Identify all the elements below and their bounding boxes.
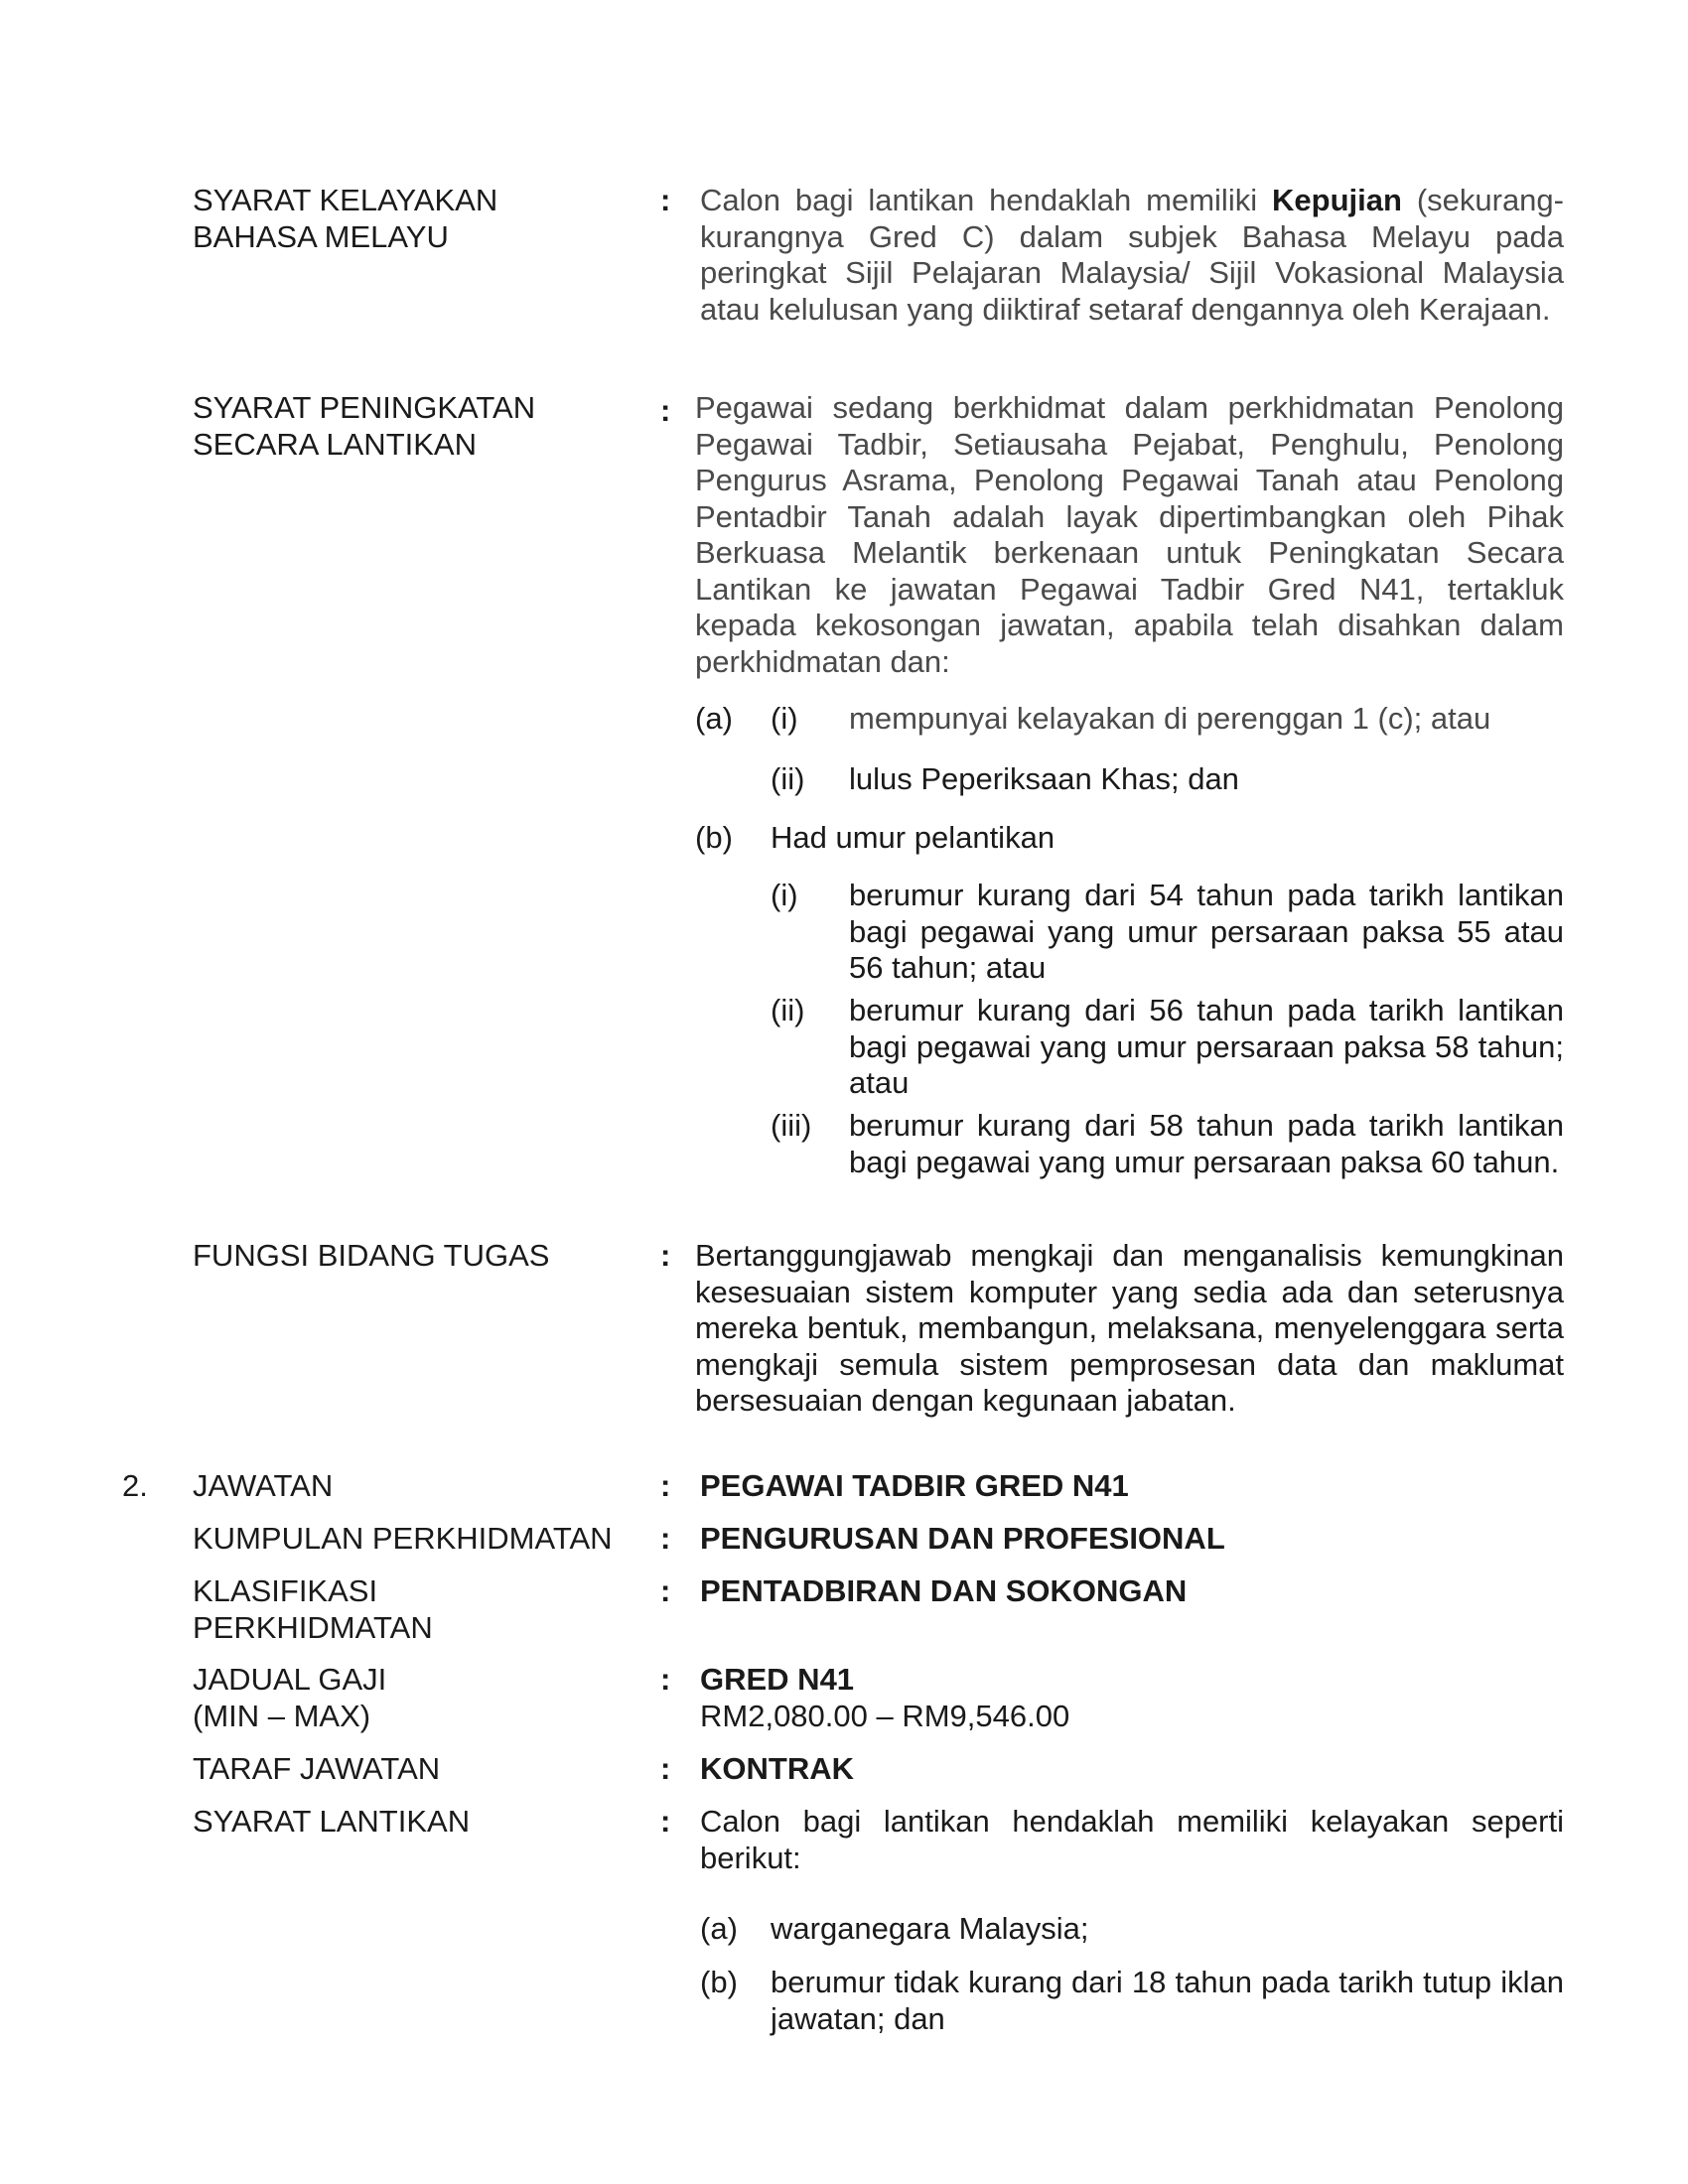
- value-jadual-gaji-gred: GRED N41: [700, 1662, 855, 1697]
- marker-lantikan-b: (b): [700, 1965, 738, 1999]
- colon-separator: :: [660, 1521, 671, 1556]
- item-a-ii: lulus Peperiksaan Khas; dan: [849, 761, 1239, 796]
- marker-b-i: (i): [771, 878, 798, 912]
- marker-a-i: (i): [771, 701, 798, 736]
- colon-separator: :: [660, 183, 671, 217]
- value-syarat-lantikan: Calon bagi lantikan hendaklah memiliki kelayakan seperti berikut:: [700, 1804, 1564, 1875]
- colon-separator: :: [660, 1662, 671, 1697]
- label-kumpulan-perkhidmatan: KUMPULAN PERKHIDMATAN: [193, 1521, 613, 1556]
- item-b-heading: Had umur pelantikan: [771, 820, 1055, 855]
- value-taraf-jawatan: KONTRAK: [700, 1751, 854, 1786]
- item-b-iii: berumur kurang dari 58 tahun pada tarikh lantikan bagi pegawai yang umur persaraan paksa 60 tahun.: [849, 1108, 1564, 1179]
- colon-separator: :: [660, 1238, 671, 1273]
- colon-separator: :: [660, 1804, 671, 1839]
- label-klasifikasi-perkhidmatan: KLASIFIKASI PERKHIDMATAN: [193, 1573, 433, 1645]
- bm-text-before: Calon bagi lantikan hendaklah memiliki: [700, 183, 1272, 217]
- label-jawatan: JAWATAN: [193, 1468, 334, 1503]
- item-lantikan-a: warganegara Malaysia;: [771, 1911, 1089, 1946]
- bm-text-bold: Kepujian: [1272, 183, 1402, 217]
- marker-b: (b): [695, 820, 733, 855]
- label-fungsi-bidang-tugas: FUNGSI BIDANG TUGAS: [193, 1238, 550, 1273]
- value-klasifikasi-perkhidmatan: PENTADBIRAN DAN SOKONGAN: [700, 1573, 1188, 1608]
- colon-separator: :: [660, 393, 671, 428]
- bm-text-after: (sekurang-kurangnya Gred C) dalam subjek Bahasa Melayu pada peringkat Sijil Pelajaran Malaysia/ Sijil Vokasional Malaysia atau kelulusan yang diiktiraf setaraf dengannya oleh Kerajaan.: [700, 183, 1564, 327]
- value-syarat-kelayakan-bm: [700, 183, 1564, 328]
- value-jawatan: PEGAWAI TADBIR GRED N41: [700, 1468, 1129, 1503]
- label-jadual-gaji: JADUAL GAJI (MIN – MAX): [193, 1662, 387, 1733]
- marker-a-ii: (ii): [771, 761, 805, 796]
- marker-b-ii: (ii): [771, 993, 805, 1027]
- colon-separator: :: [660, 1751, 671, 1786]
- value-fungsi-bidang-tugas: Bertanggungjawab mengkaji dan menganalisis kemungkinan kesesuaian sistem komputer yang sedia ada dan seterusnya mereka bentuk, membangun, melaksana, menyelenggara serta mengkaji semula sistem pemprosesan data dan maklumat bersesuaian dengan kegunaan jabatan.: [695, 1238, 1564, 1418]
- value-jadual-gaji-range: RM2,080.00 – RM9,546.00: [700, 1699, 1070, 1733]
- item-a-i: mempunyai kelayakan di perenggan 1 (c); atau: [849, 701, 1491, 736]
- label-taraf-jawatan: TARAF JAWATAN: [193, 1751, 441, 1786]
- marker-b-iii: (iii): [771, 1108, 812, 1143]
- marker-a: (a): [695, 701, 733, 736]
- label-syarat-lantikan: SYARAT LANTIKAN: [193, 1804, 471, 1839]
- section-number: 2.: [122, 1468, 148, 1503]
- label-syarat-peningkatan: SYARAT PENINGKATAN SECARA LANTIKAN: [193, 390, 536, 462]
- marker-lantikan-a: (a): [700, 1911, 738, 1946]
- label-syarat-kelayakan-bm: SYARAT KELAYAKAN BAHASA MELAYU: [193, 183, 498, 254]
- item-b-ii: berumur kurang dari 56 tahun pada tarikh lantikan bagi pegawai yang umur persaraan paksa 58 tahun; atau: [849, 993, 1564, 1100]
- value-syarat-peningkatan: Pegawai sedang berkhidmat dalam perkhidmatan Penolong Pegawai Tadbir, Setiausaha Pejabat, Penghulu, Penolong Pengurus Asrama, Penolong Pegawai Tanah atau Penolong Pentadbir Tanah adalah layak dipertimbangkan oleh Pihak Berkuasa Melantik berkenaan untuk Peningkatan Secara Lantikan ke jawatan Pegawai Tadbir Gred N41, tertakluk kepada kekosongan jawatan, apabila telah disahkan dalam perkhidmatan dan:: [695, 390, 1564, 679]
- item-b-i: berumur kurang dari 54 tahun pada tarikh lantikan bagi pegawai yang umur persaraan paksa 55 atau 56 tahun; atau: [849, 878, 1564, 985]
- value-kumpulan-perkhidmatan: PENGURUSAN DAN PROFESIONAL: [700, 1521, 1225, 1556]
- colon-separator: :: [660, 1573, 671, 1608]
- item-lantikan-b: berumur tidak kurang dari 18 tahun pada tarikh tutup iklan jawatan; dan: [771, 1965, 1564, 2036]
- colon-separator: :: [660, 1468, 671, 1503]
